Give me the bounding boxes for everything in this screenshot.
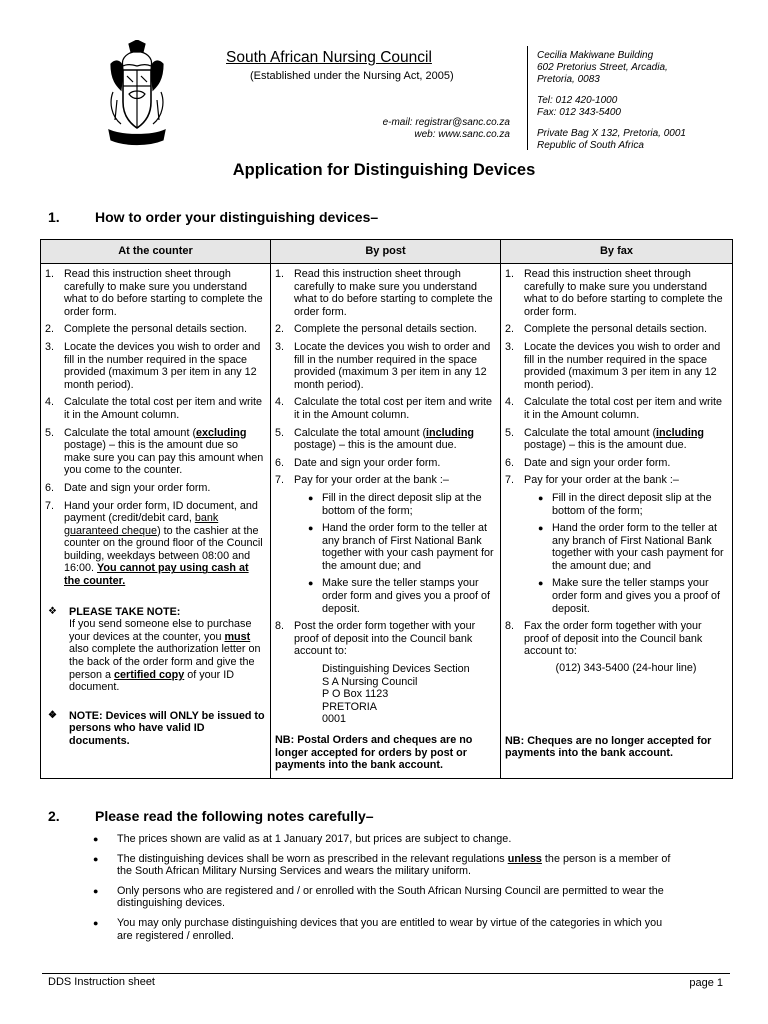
sub-bullet: ● Hand the order form to the teller at any branch of First National Bank together with your cash payment for the amount due; and xyxy=(308,522,494,572)
sub-bullet: ● Make sure the teller stamps your order form and gives you a proof of deposit. xyxy=(308,577,491,615)
step-item: 7. Hand your order form, ID document, and payment (credit/debit card, bank guaranteed cheque) to the cashier at the counter on the ground floor of the Council building, weekdays between 08:00 and 16:00. You cannot pay using cash at the counter. xyxy=(45,499,263,588)
footer-document-name: DDS Instruction sheet xyxy=(48,976,155,988)
address-line: Cecilia Makiwane Building xyxy=(537,50,654,61)
telephone: Tel: 012 420-1000 xyxy=(537,95,618,106)
diamond-bullet-icon: ❖ xyxy=(48,605,57,617)
column-header-counter: At the counter xyxy=(41,240,271,264)
section-title: Please read the following notes carefully– xyxy=(95,808,374,824)
step-item: 2. Complete the personal details section. xyxy=(45,323,248,336)
address-line: Pretoria, 0083 xyxy=(537,74,600,85)
list-item: ● You may only purchase distinguishing devices that you are entitled to wear by virtue of the categories in which you are registered / enrolled. xyxy=(93,916,663,942)
post-nb-note: NB: Postal Orders and cheques are no longer accepted for orders by post or payments into the bank account. xyxy=(275,734,473,772)
page-number: page 1 xyxy=(689,977,723,989)
please-take-note: ❖ PLEASE TAKE NOTE: If you send someone else to purchase your devices at the counter, you must also complete the authorization letter on the back of the order form and give the person a certified copy of your ID document. xyxy=(48,605,261,694)
step-item: 2. Complete the personal details section. xyxy=(505,323,708,336)
column-header-post: By post xyxy=(271,240,501,264)
header-divider xyxy=(527,46,528,150)
org-name: South African Nursing Council xyxy=(226,49,432,66)
section-number: 2. xyxy=(48,808,60,824)
step-item: 2. Complete the personal details section. xyxy=(275,323,478,336)
document-title: Application for Distinguishing Devices xyxy=(232,161,536,179)
step-item: 4. Calculate the total cost per item and write it in the Amount column. xyxy=(45,396,263,421)
step-item: 6. Date and sign your order form. xyxy=(505,456,671,469)
step-item: 1. Read this instruction sheet through carefully to make sure you understand what to do before starting to complete the order form. xyxy=(505,268,723,318)
org-established-note: (Established under the Nursing Act, 2005) xyxy=(250,70,454,82)
ordering-methods-table xyxy=(40,239,733,779)
email-contact[interactable]: e-mail: registrar@sanc.co.za xyxy=(382,117,510,128)
fax-number: Fax: 012 343-5400 xyxy=(537,107,621,118)
step-item: 5. Calculate the total amount (excluding postage) – this is the amount due so make sure you can pay this amount when you come to the counter. xyxy=(45,426,264,477)
list-item: ● The prices shown are valid as at 1 January 2017, but prices are subject to change. xyxy=(93,833,512,845)
diamond-bullet-icon: ❖ xyxy=(48,709,57,721)
counter-instructions xyxy=(41,264,271,779)
sub-bullet: ● Fill in the direct deposit slip at the bottom of the form; xyxy=(538,491,712,517)
id-documents-note: ❖ NOTE: Devices will ONLY be issued to persons who have valid ID documents. xyxy=(48,709,265,747)
sub-bullet: ● Make sure the teller stamps your order form and gives you a proof of deposit. xyxy=(538,577,721,615)
section-2-heading xyxy=(48,810,374,823)
coat-of-arms-logo xyxy=(103,40,171,148)
step-item: 3. Locate the devices you wish to order and fill in the number required in the space provided (maximum 3 per item in any 12 month period). xyxy=(275,340,491,391)
step-item: 8. Fax the order form together with your proof of deposit into the Council bank account to: (012) 343-5400 (24-hour line) xyxy=(505,620,728,674)
council-postal-address: Distinguishing Devices Section S A Nursing Council P O Box 1123 PRETORIA 0001 xyxy=(322,663,470,726)
letterhead xyxy=(0,0,768,160)
step-item: 8. Post the order form together with your proof of deposit into the Council bank account to: Distinguishing Devices Section S A Nursing Council P O Box 1123 PRETORIA 0001 xyxy=(275,620,496,726)
list-item: ● Only persons who are registered and / or enrolled with the South African Nursing Council are permitted to wear the distinguishing devices. xyxy=(93,884,664,910)
council-fax-number: (012) 343-5400 (24-hour line) xyxy=(555,662,697,675)
list-item: ● The distinguishing devices shall be worn as prescribed in the relevant regulations unless the person is a member of the South African Military Nursing Services and wears the military uniform. xyxy=(93,852,671,878)
post-instructions xyxy=(271,264,501,779)
step-item: 6. Date and sign your order form. xyxy=(275,456,441,469)
step-item: 7. Pay for your order at the bank :– ● Fill in the direct deposit slip at the bottom of the form; ● Hand the order form to the teller at any branch of First National Bank together with your cash payment for the amount due; and ● Make sure the teller stamps your order form and gives you a proof of deposit. xyxy=(275,474,496,615)
fax-instructions xyxy=(501,264,733,779)
section-title: How to order your distinguishing devices– xyxy=(95,209,379,225)
step-item: 7. Pay for your order at the bank :– ● Fill in the direct deposit slip at the bottom of the form; ● Hand the order form to the teller at any branch of First National Bank together with your cash payment for the amount due; and ● Make sure the teller stamps your order form and gives you a proof of deposit. xyxy=(505,474,728,615)
notes-list xyxy=(93,833,673,949)
step-item: 6. Date and sign your order form. xyxy=(45,481,211,494)
sub-bullet: ● Fill in the direct deposit slip at the bottom of the form; xyxy=(308,491,482,517)
postal-address xyxy=(537,50,686,152)
footer-divider xyxy=(42,973,730,974)
web-contact[interactable]: web: www.sanc.co.za xyxy=(414,129,510,140)
sub-bullet: ● Hand the order form to the teller at any branch of First National Bank together with your cash payment for the amount due; and xyxy=(538,522,724,572)
step-item: 3. Locate the devices you wish to order and fill in the number required in the space provided (maximum 3 per item in any 12 month period). xyxy=(45,340,261,391)
step-item: 4. Calculate the total cost per item and write it in the Amount column. xyxy=(275,396,493,421)
country: Republic of South Africa xyxy=(537,140,644,151)
section-1-heading xyxy=(48,211,378,224)
step-item: 5. Calculate the total amount (including postage) – this is the amount due. xyxy=(505,426,705,452)
column-header-fax: By fax xyxy=(501,240,733,264)
section-number: 1. xyxy=(48,209,60,225)
fax-nb-note: NB: Cheques are no longer accepted for payments into the bank account. xyxy=(505,734,712,760)
step-item: 1. Read this instruction sheet through carefully to make sure you understand what to do before starting to complete the order form. xyxy=(45,268,263,318)
step-item: 4. Calculate the total cost per item and write it in the Amount column. xyxy=(505,396,723,421)
step-item: 5. Calculate the total amount (including postage) – this is the amount due. xyxy=(275,426,475,452)
address-line: 602 Pretorius Street, Arcadia, xyxy=(537,62,668,73)
step-item: 3. Locate the devices you wish to order and fill in the number required in the space provided (maximum 3 per item in any 12 month period). xyxy=(505,340,721,391)
step-item: 1. Read this instruction sheet through carefully to make sure you understand what to do before starting to complete the order form. xyxy=(275,268,493,318)
private-bag: Private Bag X 132, Pretoria, 0001 xyxy=(537,128,686,139)
